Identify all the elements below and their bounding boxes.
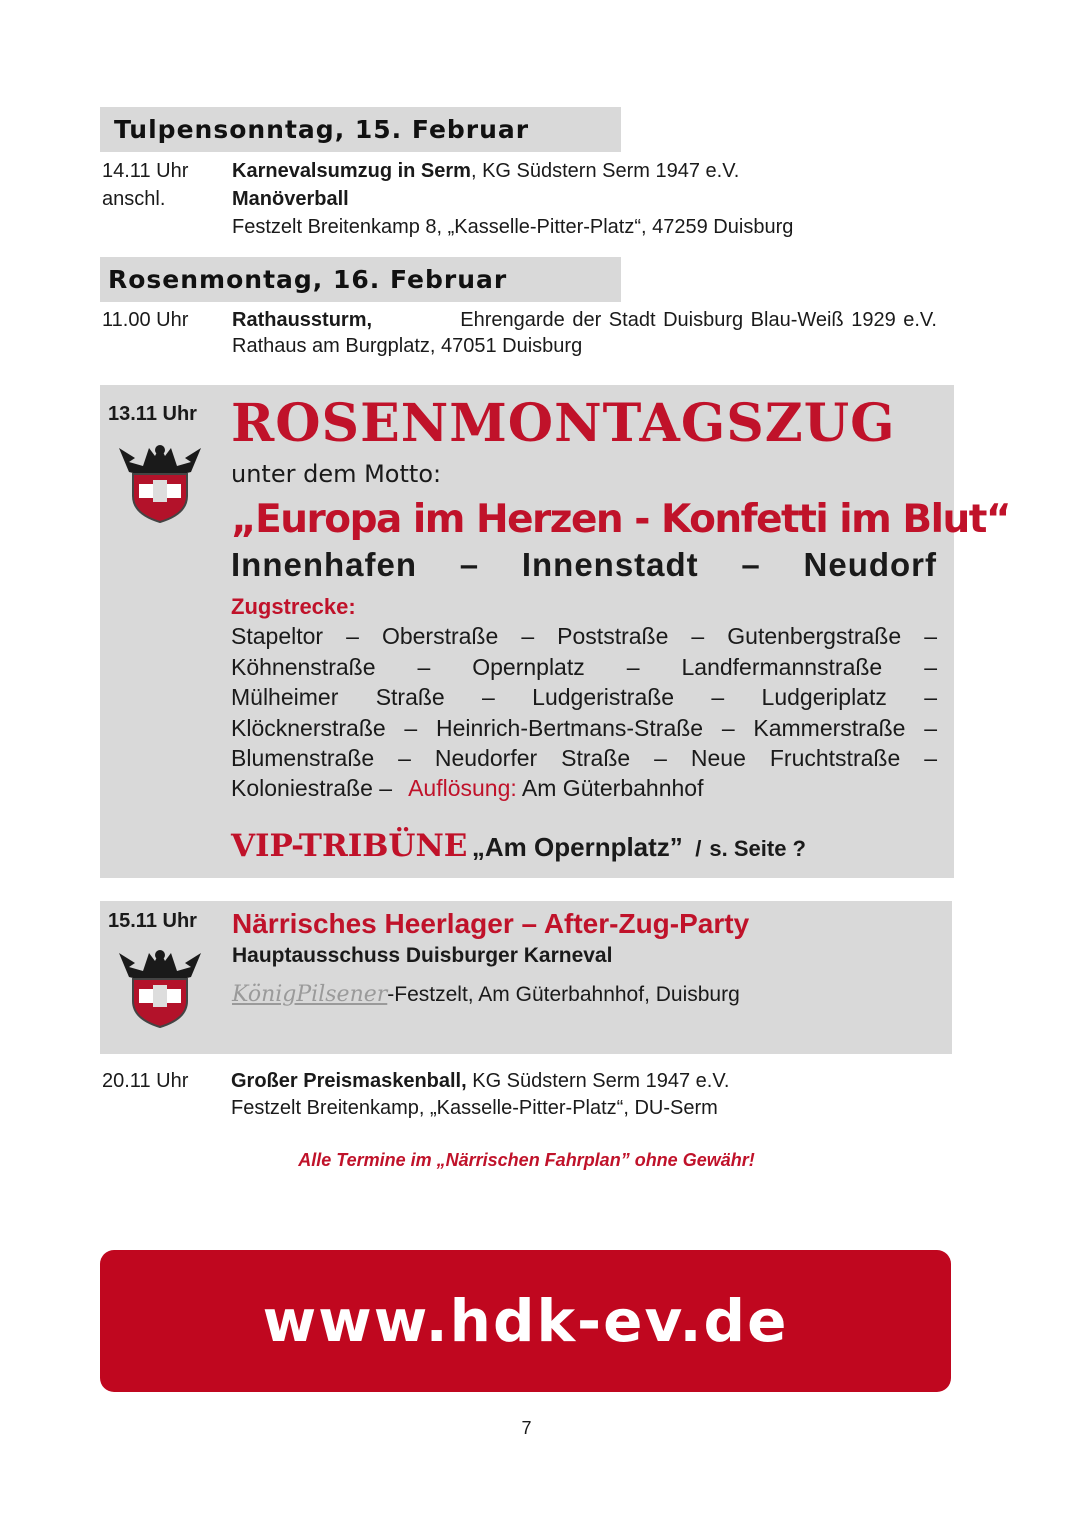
vip-place: „Am Opernplatz”: [471, 832, 683, 862]
route-line: Blumenstraße – Neudorfer Straße – Neue Fruchtstraße –: [231, 745, 937, 771]
entry-time: 20.11 Uhr: [102, 1070, 189, 1092]
motto-label: unter dem Motto:: [231, 460, 442, 488]
route-label: Zugstrecke:: [231, 594, 356, 619]
page-number: 7: [521, 1418, 532, 1438]
party-organizer: Hauptausschuss Duisburger Karneval: [232, 944, 613, 967]
vip-line: [231, 826, 806, 866]
entry-text: [232, 306, 937, 334]
parade-motto: „Europa im Herzen - Konfetti im Blut“: [231, 497, 1011, 542]
party-location-line: [232, 980, 740, 1010]
entry-time: anschl.: [102, 188, 166, 210]
parade-districts: Innenhafen – Innenstadt – Neudorf: [231, 546, 937, 583]
entry-title: Karnevalsumzug in Serm: [232, 160, 471, 182]
party-time: 15.11 Uhr: [108, 910, 197, 932]
entry-detail2: Festzelt Breitenkamp, „Kasselle-Pitter-Platz“, DU-Serm: [231, 1097, 718, 1119]
entry-detail: Festzelt Breitenkamp 8, „Kasselle-Pitter-Platz“, 47259 Duisburg: [232, 216, 794, 238]
website-link[interactable]: www.hdk-ev.de: [262, 1287, 789, 1355]
entry-detail: , KG Südstern Serm 1947 e.V.: [470, 160, 740, 182]
route-last: Koloniestraße –: [231, 775, 393, 801]
rosen-heading: Rosenmontag, 16. Februar: [100, 257, 621, 302]
dissolve-label: Auflösung:: [408, 775, 517, 801]
parade-time: 13.11 Uhr: [108, 403, 197, 425]
entry-detail2: Rathaus am Burgplatz, 47051 Duisburg: [232, 335, 583, 357]
crest-icon: [115, 941, 205, 1031]
entry-time: 11.00 Uhr: [102, 309, 189, 331]
entry-time: 14.11 Uhr: [102, 160, 189, 182]
website-banner[interactable]: [100, 1250, 951, 1392]
entry-detail: Ehrengarde der Stadt Duisburg Blau-Weiß 1929 e.V.: [460, 309, 937, 331]
entry-title: Manöverball: [232, 188, 349, 210]
route-last-line: [231, 773, 703, 804]
dissolve-place: Am Güterbahnhof: [521, 775, 704, 801]
parade-title: ROSENMONTAGSZUG: [231, 393, 896, 454]
disclaimer: Alle Termine im „Närrischen Fahrplan” ohne Gewähr!: [298, 1150, 755, 1170]
route-line: Mülheimer Straße – Ludgeristraße – Ludgeriplatz –: [231, 684, 937, 710]
entry-title: Großer Preismaskenball,: [231, 1070, 467, 1092]
party-location: -Festzelt, Am Güterbahnhof, Duisburg: [387, 983, 740, 1006]
crest-icon: [115, 436, 205, 526]
entry-title: Rathaussturm,: [232, 309, 373, 331]
vip-sep: /: [695, 836, 702, 861]
party-title: Närrisches Heerlager – After-Zug-Party: [232, 908, 750, 939]
route-line: Stapeltor – Oberstraße – Poststraße – Gutenbergstraße –: [231, 623, 937, 649]
vip-label: VIP-TRIBÜNE: [231, 828, 468, 864]
entry-text: [231, 1067, 729, 1095]
route-line: Klöcknerstraße – Heinrich-Bertmans-Straße – Kammerstraße –: [231, 715, 937, 741]
route-line: Köhnenstraße – Opernplatz – Landfermannstraße –: [231, 654, 937, 680]
entry-detail: KG Südstern Serm 1947 e.V.: [466, 1070, 730, 1092]
tulpen-heading: Tulpensonntag, 15. Februar: [100, 107, 621, 152]
vip-ref: s. Seite ?: [709, 836, 806, 861]
brand-logo: KönigPilsener: [232, 982, 388, 1007]
entry-text: [232, 157, 739, 185]
